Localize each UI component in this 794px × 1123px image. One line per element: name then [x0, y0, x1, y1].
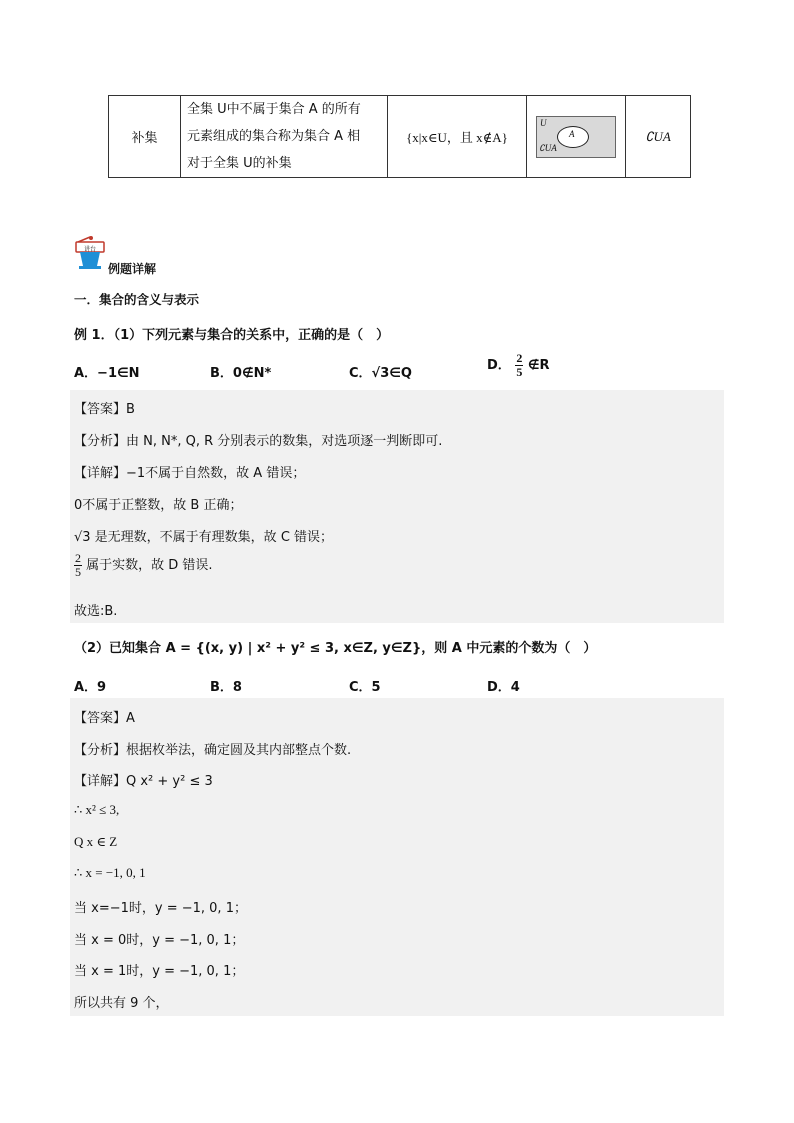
section-badge [74, 236, 174, 278]
table-cell-name: 补集 [109, 96, 181, 178]
q1-option-c: C．√3∈Q [349, 366, 412, 381]
lectern-icon [74, 236, 106, 274]
q1-option-d-prefix: D． [487, 358, 511, 373]
venn-u-label: U [540, 117, 547, 128]
q1-detail-4 [74, 552, 213, 579]
table-row [109, 96, 691, 178]
q1-option-d [487, 352, 550, 379]
q1-answer: 【答案】B [74, 402, 135, 417]
q1-detail-4-text: 属于实数，故 D 错误. [86, 558, 213, 573]
fraction-denominator: 5 [516, 365, 523, 379]
table-cell-definition [181, 96, 388, 178]
q1-detail-1: 【详解】−1不属于自然数，故 A 错误； [74, 466, 306, 481]
table-cell-venn [527, 96, 626, 178]
q2-detail-6: 当 x = 0时，y = −1, 0, 1； [74, 933, 245, 948]
definition-line-1: 全集 U中不属于集合 A 的所有 [187, 102, 361, 117]
q2-analysis: 【分析】根据枚举法，确定圆及其内部整点个数. [74, 743, 352, 758]
q1-option-d-fraction [515, 352, 523, 379]
q1-option-b: B．0∉N* [210, 366, 272, 381]
table-cell-notation: {x|x∈U，且 x∉A} [388, 96, 527, 178]
section-heading: 一．集合的含义与表示 [74, 292, 200, 307]
q2-detail-3: Q x ∈ Z [74, 834, 118, 849]
q1-detail-3: √3 是无理数，不属于有理数集，故 C 错误； [74, 530, 334, 545]
q2-detail-8: 所以共有 9 个， [74, 996, 169, 1011]
q2-answer: 【答案】A [74, 711, 135, 726]
definition-line-3: 对于全集 U的补集 [187, 156, 292, 171]
q2-option-d: D．4 [487, 680, 520, 695]
q2-option-a: A．9 [74, 680, 107, 695]
fraction-numerator: 2 [516, 351, 523, 365]
q2-detail-5: 当 x=−1时，y = −1, 0, 1； [74, 901, 247, 916]
q2-detail-1: 【详解】Q x² + y² ≤ 3 [74, 774, 213, 789]
definition-line-2: 元素组成的集合称为集合 A 相 [187, 129, 361, 144]
example1-q1-title: 例 1．（1）下列元素与集合的关系中，正确的是（ ） [74, 328, 390, 343]
q1-detail-2: 0不属于正整数，故 B 正确； [74, 498, 243, 513]
complement-table [108, 95, 691, 178]
q1-option-a: A．−1∈N [74, 366, 140, 381]
example1-q2-title: （2）已知集合 A = {(x, y) | x² + y² ≤ 3, x∈Z, y∈Z}，则 A 中元素的个数为（ ） [74, 641, 597, 656]
q2-option-c: C．5 [349, 680, 381, 695]
badge-icon-text: 讲台 [84, 246, 97, 253]
venn-complement-label: ∁UA [539, 142, 557, 153]
q2-detail-2: ∴ x² ≤ 3, [74, 802, 120, 817]
table-cell-symbol: ∁UA [626, 96, 691, 178]
venn-a-label: A [569, 128, 575, 139]
q1-choice: 故选:B. [74, 604, 118, 619]
q1-analysis: 【分析】由 N, N*, Q, R 分别表示的数集，对选项逐一判断即可. [74, 434, 443, 449]
venn-diagram [536, 116, 616, 158]
q1-detail-4-fraction [74, 552, 82, 579]
fraction-denominator: 5 [75, 565, 81, 579]
q1-option-d-suffix: ∉R [527, 358, 550, 373]
q2-detail-4: ∴ x = −1, 0, 1 [74, 865, 146, 880]
fraction-numerator: 2 [75, 551, 81, 565]
q2-detail-7: 当 x = 1时，y = −1, 0, 1； [74, 964, 245, 979]
section-title: 例题详解 [108, 262, 157, 276]
q2-option-b: B．8 [210, 680, 242, 695]
